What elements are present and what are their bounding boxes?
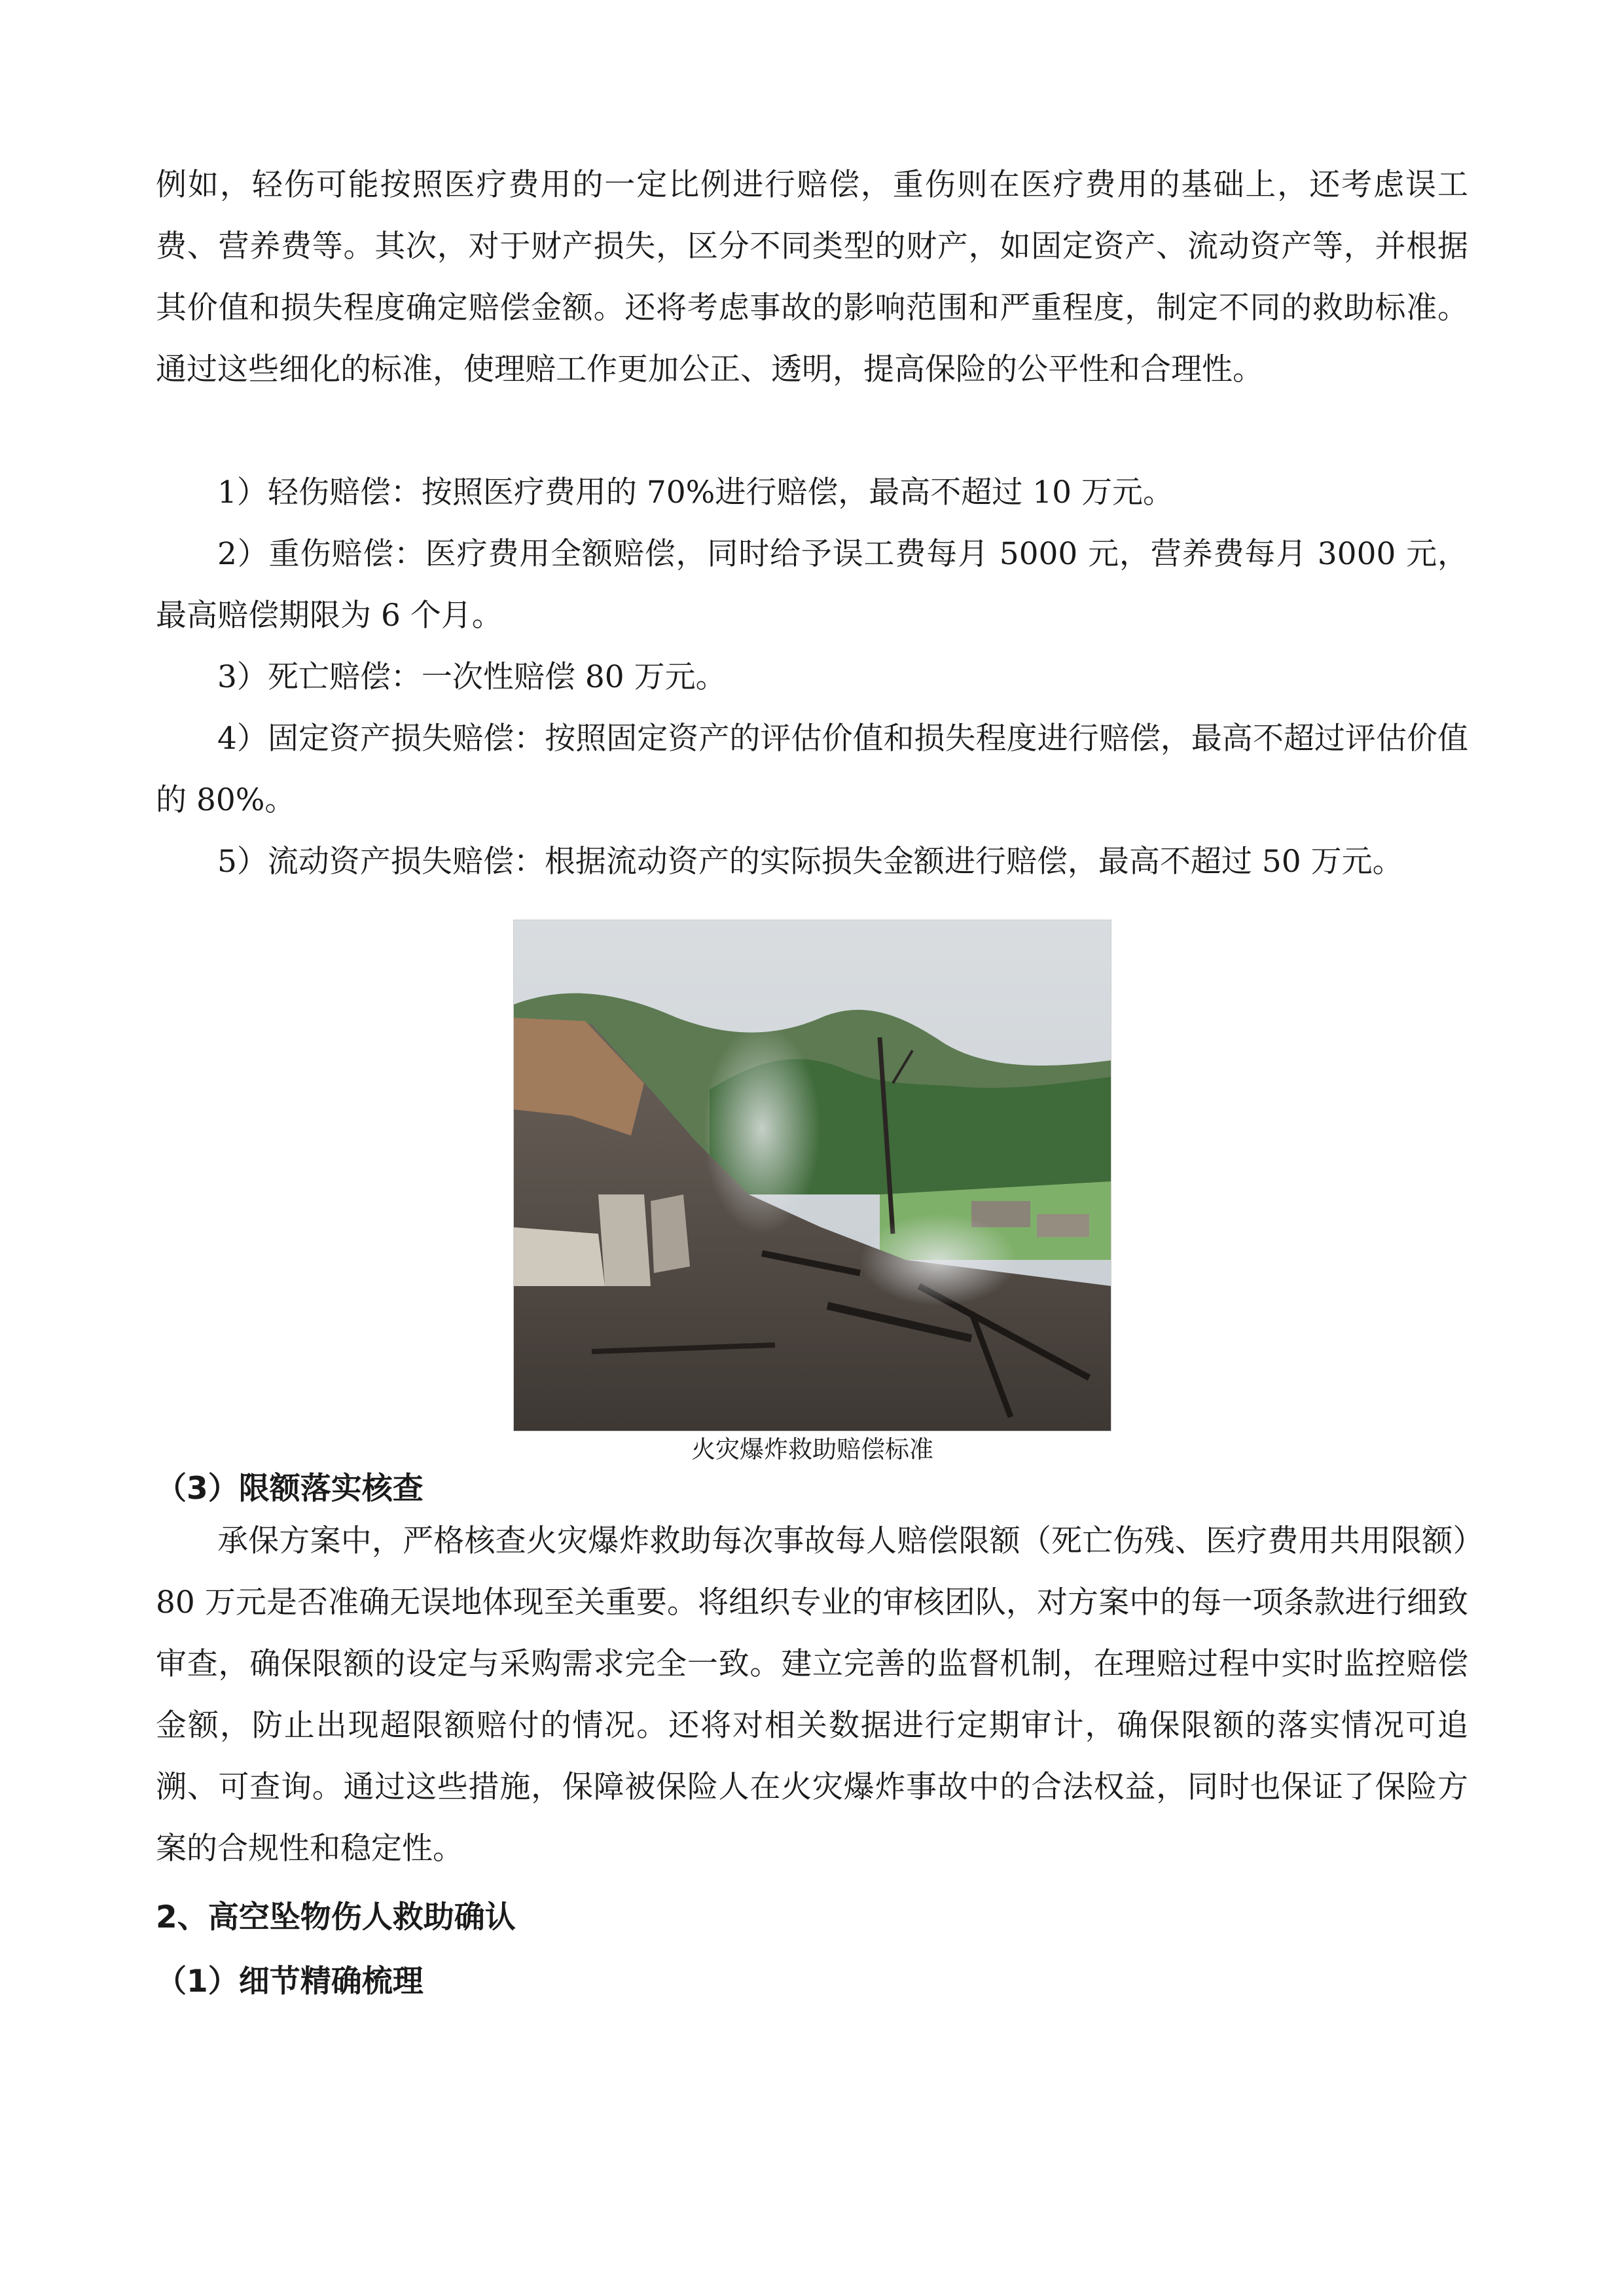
subsection-1-heading: （1）细节精确梳理 [156, 1964, 424, 2000]
list-item-serious-injury: 2）重伤赔偿：医疗费用全额赔偿，同时给予误工费每月 5000 元，营养费每月 3000 元，最高赔偿期限为 6 个月。 [156, 536, 1468, 634]
list-item-minor-injury: 1）轻伤赔偿：按照医疗费用的 70%进行赔偿，最高不超过 10 万元。 [217, 475, 1174, 511]
list-item-death: 3）死亡赔偿：一次性赔偿 80 万元。 [217, 659, 727, 695]
fire-aftermath-photo [513, 920, 1111, 1431]
list-item-fixed-assets: 4）固定资产损失赔偿：按照固定资产的评估价值和损失程度进行赔偿，最高不超过评估价值的 80%。 [156, 721, 1468, 818]
list-item-current-assets: 5）流动资产损失赔偿：根据流动资产的实际损失金额进行赔偿，最高不超过 50 万元。 [217, 844, 1403, 880]
section-3-body: 承保方案中，严格核查火灾爆炸救助每次事故每人赔偿限额（死亡伤残、医疗费用共用限额）80 万元是否准确无误地体现至关重要。将组织专业的审核团队，对方案中的每一项条款进行细致审查，确保限额的设定与采购需求完全一致。建立完善的监督机制，在理赔过程中实时监控赔偿金额，防止出现超限额赔付的情况。还将对相关数据进行定期审计，确保限额的落实情况可追溯、可查询。通过这些措施，保障被保险人在火灾爆炸事故中的合法权益，同时也保证了保险方案的合规性和稳定性。 [156, 1523, 1468, 1867]
section-3-heading: （3）限额落实核查 [156, 1471, 424, 1507]
figure-caption: 火灾爆炸救助赔偿标准 [691, 1435, 933, 1463]
section-2-heading: 2、高空坠物伤人救助确认 [156, 1899, 516, 1935]
intro-paragraph: 例如，轻伤可能按照医疗费用的一定比例进行赔偿，重伤则在医疗费用的基础上，还考虑误工费、营养费等。其次，对于财产损失，区分不同类型的财产，如固定资产、流动资产等，并根据其价值和损失程度确定赔偿金额。还将考虑事故的影响范围和严重程度，制定不同的救助标准。通过这些细化的标准，使理赔工作更加公正、透明，提高保险的公平性和合理性。 [156, 167, 1468, 387]
